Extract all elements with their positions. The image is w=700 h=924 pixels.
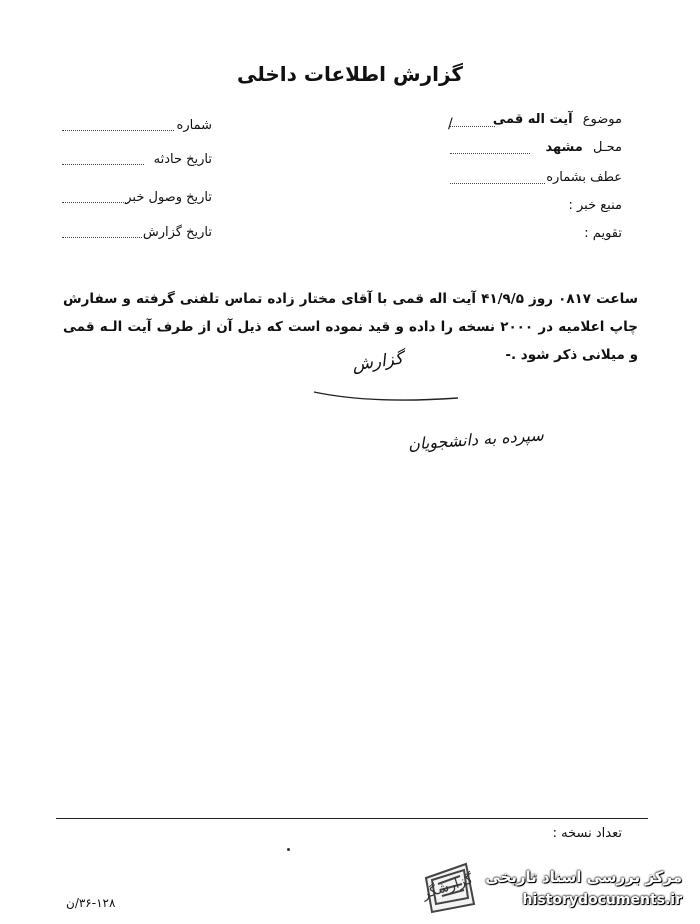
source-field: [568, 198, 622, 213]
subject-dots: [450, 126, 495, 127]
report-paragraph: ساعت ۰۸۱۷ روز ۴۱/۹/۵ آیت اله قمی با آقای مختار زاده تماس تلفنی گرفته و سفارش چاپ اعلامیه در ۲۰۰۰ نسخه را داده و قید نموده است که ذیل آن از طرف آیت الـه قمی و میلانی ذکر شود .-: [63, 291, 638, 363]
number-dots: [62, 130, 174, 131]
footer-rule: [56, 818, 648, 819]
number-field: [177, 118, 212, 133]
archive-url: historydocuments.ir: [522, 892, 682, 908]
subject-value: آیت اله قمی: [492, 112, 573, 127]
receipt-date-field: [125, 190, 212, 205]
report-date-dots: [62, 237, 142, 238]
assessment-field: [584, 226, 622, 241]
report-date-field: [143, 225, 212, 240]
copies-label: تعداد نسخه :: [552, 826, 622, 841]
archive-name: مرکز بررسی اسناد تاریخی: [485, 868, 682, 886]
archive-watermark: [418, 856, 688, 916]
receipt-date-dots: [62, 202, 128, 203]
reference-label: عطف بشماره: [546, 170, 622, 185]
number-label: شماره: [176, 118, 212, 133]
handwritten-note: گزارش: [350, 348, 405, 376]
source-label: منبع خبر :: [568, 198, 622, 213]
reference-dots: [450, 183, 545, 184]
copies-field: [553, 826, 622, 841]
stray-dot: [287, 848, 290, 851]
handwritten-underline: [312, 380, 462, 410]
reference-field: [546, 170, 622, 185]
watermark-signature: گزارشگر: [420, 871, 475, 903]
receipt-date-label: تاریخ وصول خبر: [125, 190, 212, 205]
subject-label: موضوع: [582, 112, 622, 127]
incident-date-field: [154, 152, 212, 167]
location-field: [545, 140, 622, 155]
location-dots: [450, 153, 530, 154]
document-code: ۳۶-۱۲۸/ن: [66, 896, 116, 910]
location-value: مشهد: [545, 140, 583, 155]
location-label: محـل: [592, 140, 622, 155]
handwritten-signature: سپرده به دانشجویان: [407, 425, 545, 454]
page-title: گزارش اطلاعات داخلی: [236, 62, 464, 86]
assessment-label: تقویم :: [584, 226, 622, 241]
incident-date-dots: [62, 164, 144, 165]
archive-logo-icon: [418, 860, 478, 914]
subject-field: [493, 112, 622, 127]
report-date-label: تاریخ گزارش: [142, 225, 212, 240]
incident-date-label: تاریخ حادثه: [153, 152, 212, 167]
strike-mark: /: [448, 116, 453, 132]
